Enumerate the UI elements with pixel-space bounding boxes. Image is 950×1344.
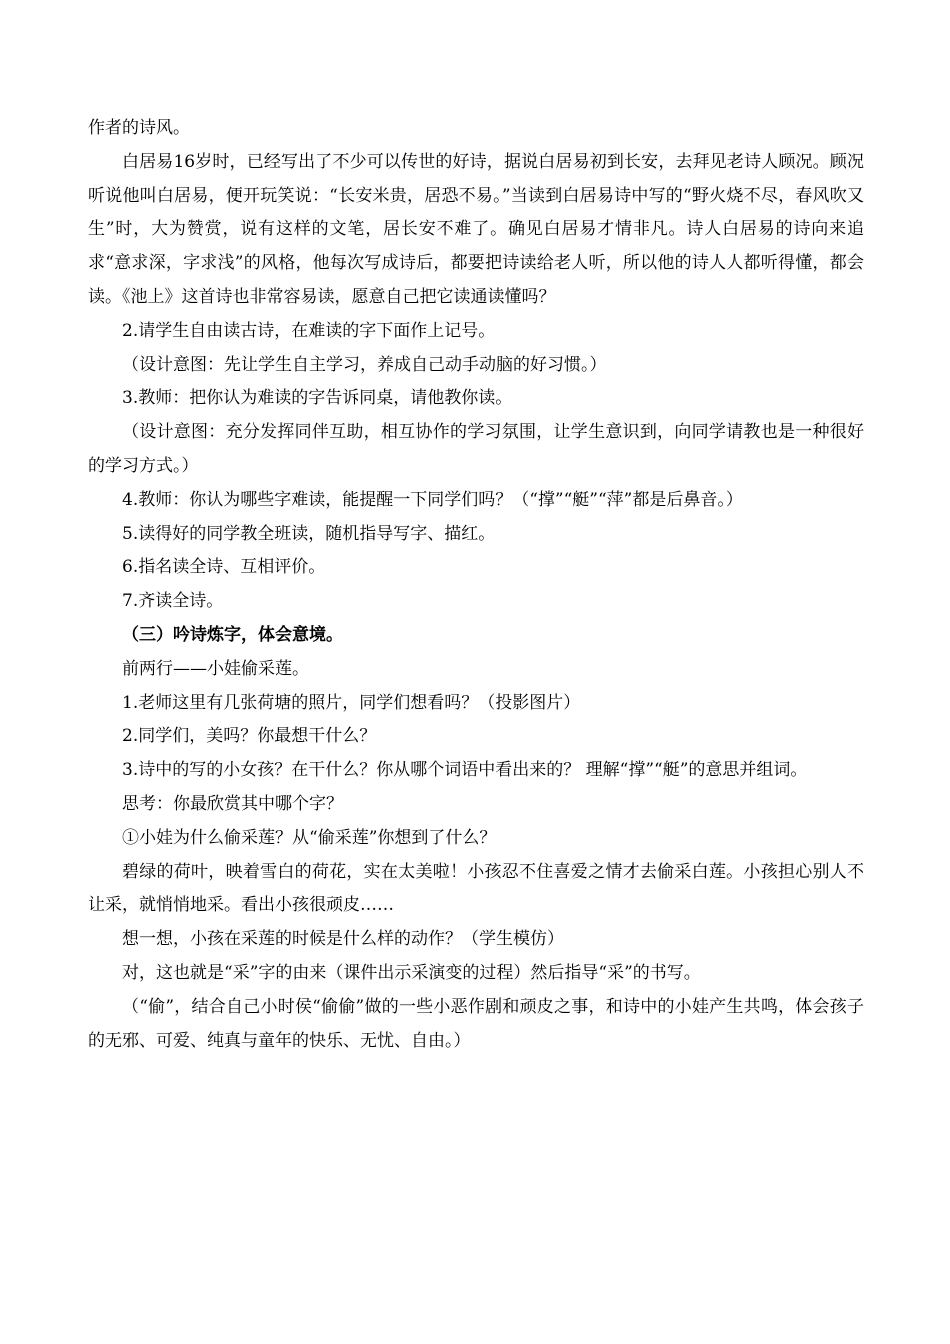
paragraph-20: 对，这也就是“采”字的由来（课件出示采演变的过程）然后指导“采”的书写。 bbox=[122, 962, 701, 983]
paragraph-18: 碧绿的荷叶，映着雪白的荷花，实在太美啦！小孩忍不住喜爱之情才去偷采白莲。小孩担心别人不让采，就悄悄地采。看出小孩很顽皮…… bbox=[88, 861, 864, 916]
paragraph-8: 5.读得好的同学教全班读，随机指导写字、描红。 bbox=[122, 523, 496, 544]
paragraph-2: 白居易16岁时，已经写出了不少可以传世的好诗，据说白居易初到长安，去拜见老诗人顾况。顾况听说他叫白居易，便开玩笑说：“长安米贵，居恐不易。”当读到白居易诗中写的“野火烧不尽，春风吹又生”时，大为赞赏，说有这样的文笔，居长安不难了。确见白居易才情非凡。诗人白居易的诗向来追求“意求深，字求浅”的风格，他每次写成诗后，都要把诗读给老人听，所以他的诗人人都听得懂，都会读。《池上》这首诗也非常容易读，愿意自己把它读通读懂吗？ bbox=[88, 151, 864, 307]
paragraph-13: 1.老师这里有几张荷塘的照片，同学们想看吗？（投影图片） bbox=[122, 692, 581, 713]
paragraph-19: 想一想，小孩在采莲的时候是什么样的动作？（学生模仿） bbox=[122, 929, 564, 950]
paragraph-10: 7.齐读全诗。 bbox=[122, 591, 224, 612]
paragraph-14: 2.同学们，美吗？你最想干什么？ bbox=[122, 726, 377, 747]
paragraph-5: 3.教师：把你认为难读的字告诉同桌，请他教你读。 bbox=[122, 388, 513, 409]
paragraph-6: （设计意图：充分发挥同伴互助，相互协作的学习氛围，让学生意识到，向同学请教也是一种很好的学习方式。） bbox=[88, 422, 864, 476]
paragraph-21: （“偷”，结合自己小时侯“偷偷”做的一些小恶作剧和顽皮之事，和诗中的小娃产生共鸣，体会孩子的无邪、可爱、纯真与童年的快乐、无忧、自由。） bbox=[88, 996, 864, 1051]
paragraph-7: 4.教师：你认为哪些字难读，能提醒一下同学们吗？（“撑”“艇”“萍”都是后鼻音。） bbox=[122, 489, 743, 510]
paragraph-9: 6.指名读全诗、互相评价。 bbox=[122, 557, 326, 578]
paragraph-4: （设计意图：先让学生自主学习，养成自己动手动脑的好习惯。） bbox=[122, 354, 607, 375]
paragraph-12: 前两行——小娃偷采莲。 bbox=[122, 658, 309, 679]
document-page bbox=[88, 112, 864, 1058]
paragraph-15: 3.诗中的写的小女孩？在干什么？你从哪个词语中看出来的？ 理解“撑”“艇”的意思并组词。 bbox=[122, 760, 808, 781]
paragraph-3: 2.请学生自由读古诗，在难读的字下面作上记号。 bbox=[122, 320, 496, 341]
paragraph-16: 思考：你最欣赏其中哪个字？ bbox=[122, 793, 343, 814]
section-heading: （三）吟诗炼字，体会意境。 bbox=[122, 624, 343, 645]
paragraph-17: ①小娃为什么偷采莲？从“偷采莲”你想到了什么？ bbox=[122, 827, 497, 848]
paragraph-1: 作者的诗风。 bbox=[88, 118, 190, 138]
